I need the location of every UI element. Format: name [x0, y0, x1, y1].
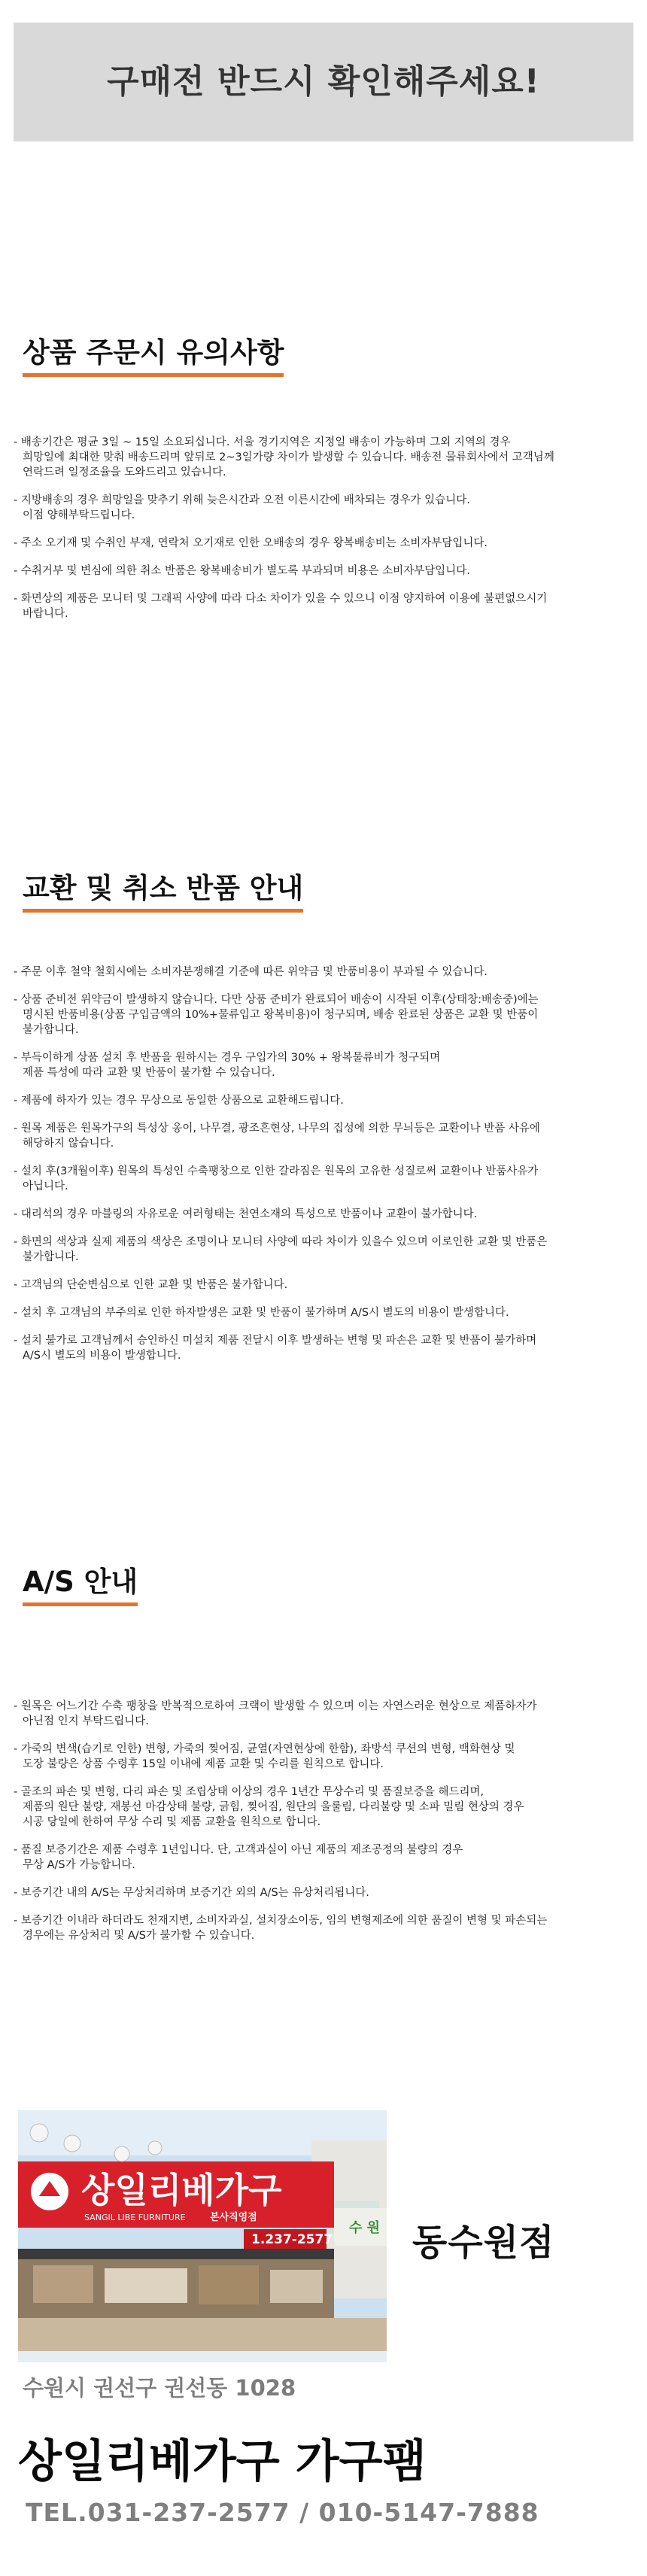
exchange-notice-list [14, 964, 630, 1376]
brand-name: 상일리베가구 가구팸 [18, 2435, 427, 2488]
order-notice-list [14, 435, 630, 634]
list-item: - 수취거부 및 변심에 의한 취소 반품은 왕복배송비가 별도록 부과되며 비용은 소비자부담입니다. [14, 565, 470, 577]
list-item: - 원목은 어느기간 수축 팽창을 반복적으로하여 크랙이 발생할 수 있으며 이는 자연스러운 현상으로 제품하자가 아닌점 인지 부탁드립니다. [14, 1700, 537, 1727]
list-item: - 화면상의 제품은 모니터 및 그래픽 사양에 따라 다소 차이가 있을 수 있으니 이점 양지하여 이용에 불편없으시기 바랍니다. [14, 593, 548, 620]
list-item: - 설치 불가로 고객님께서 승인하신 미설치 제품 전달시 이후 발생하는 변형 및 파손은 교환 및 반품이 불가하며 A/S시 별도의 비용이 발생합니다. [14, 1335, 537, 1362]
sign-branch: 본사직영점 [210, 2212, 257, 2223]
section-title-order: 상품 주문시 유의사항 [23, 330, 284, 377]
list-item: - 품질 보증기간은 제품 수령후 1년입니다. 단, 고객과실이 아닌 제품의 제조공정의 불량의 경우 무상 A/S가 가능합니다. [14, 1844, 463, 1871]
list-item: - 배송기간은 평균 3일 ~ 15일 소요되십니다. 서울 경기지역은 지정일 배송이 가능하며 그외 지역의 경우 희망일에 최대한 맞춰 배송드리며 앞뒤로 2~3일가량 차이가 발생할 수 있습니다. 배송전 물류회사에서 고객님께 연락드려 일정조율을 도와드리고 있습니다. [14, 436, 554, 478]
store-branch-name: 동수원점 [412, 2222, 555, 2264]
side-sign: 수 원 [349, 2220, 381, 2236]
list-item: - 상품 준비전 위약금이 발생하지 않습니다. 다만 상품 준비가 완료되어 배송이 시작된 이후(상태창:배송중)에는 명시된 반품비용(상품 구입금액의 10%+물류입고 왕복비용)이 청구되며, 배송 완료된 상품은 교환 및 반품이 불가합니다. [14, 994, 539, 1036]
list-item: - 보증기간 이내라 하더라도 천재지변, 소비자과실, 설치장소이동, 임의 변형제조에 의한 품질이 변형 및 파손되는 경우에는 유상처리 및 A/S가 불가할 수 있습니다. [14, 1915, 548, 1942]
list-item: - 골조의 파손 및 변형, 다리 파손 및 조립상태 이상의 경우 1년간 무상수리 및 품질보증을 해드리며, 제품의 원단 불량, 재봉선 마감상태 불량, 긁힘, 찢어짐, 원단의 울룰림, 다리불량 및 소파 밀림 현상의 경우 시공 당일에 한하여 무상 수리 및 제품 교환을 원칙으로 합니다. [14, 1786, 524, 1828]
list-item: - 대리석의 경우 마블링의 자유로운 여러형태는 천연소재의 특성으로 반품이나 교환이 불가합니다. [14, 1208, 478, 1220]
banner-title: 구매전 반드시 확인해주세요! [107, 62, 540, 101]
store-address: 수원시 권선구 권선동 1028 [23, 2375, 296, 2401]
as-notice-list [14, 1699, 630, 1956]
store-photo [18, 2110, 387, 2362]
section-title-exchange: 교환 및 취소 반품 안내 [23, 865, 303, 913]
list-item: - 화면의 색상과 실제 제품의 색상은 조명이나 모니터 사양에 따라 차이가 있을수 있으며 이로인한 교환 및 반품은 불가합니다. [14, 1236, 548, 1263]
list-item: - 주문 이후 철약 철회시에는 소비자분쟁해결 기준에 따른 위약금 및 반품비용이 부과될 수 있습니다. [14, 966, 488, 978]
list-item: - 보증기간 내의 A/S는 무상처리하며 보증기간 외의 A/S는 유상처리됩니다. [14, 1887, 369, 1899]
list-item: - 주소 오기재 및 수취인 부재, 연락처 오기재로 인한 오배송의 경우 왕복배송비는 소비자부담입니다. [14, 537, 488, 549]
list-item: - 부득이하게 상품 설치 후 반품을 원하시는 경우 구입가의 30% + 왕복물류비가 청구되며 제품 특성에 따라 교환 및 반품이 불가할 수 있습니다. [14, 1052, 441, 1079]
store-phone: TEL.031-237-2577 / 010-5147-7888 [26, 2498, 539, 2527]
notice-banner [14, 23, 633, 141]
sign-english: SANGIL LIBE FURNITURE [84, 2213, 186, 2222]
list-item: - 제품에 하자가 있는 경우 무상으로 동일한 상품으로 교환해드립니다. [14, 1095, 344, 1107]
list-item: - 지방배송의 경우 희망일을 맞추기 위해 늦은시간과 오전 이른시간에 배차되는 경우가 있습니다. 이점 양해부탁드립니다. [14, 494, 470, 521]
section-title-as: A/S 안내 [23, 1559, 138, 1606]
list-item: - 설치 후 고객님의 부주의로 인한 하자발생은 교환 및 반품이 불가하며 A/S시 별도의 비용이 발생합니다. [14, 1307, 509, 1319]
list-item: - 가죽의 변색(습기로 인한) 변형, 가죽의 찢어짐, 균열(자연현상에 한함), 좌방석 쿠션의 변형, 백화현상 및 도장 불량은 상품 수령후 15일 이내에 제품 교환 및 수리를 원칙으로 합니다. [14, 1743, 515, 1770]
sign-phone: 1.237-2577 [251, 2232, 333, 2247]
list-item: - 설치 후(3개월이후) 원목의 특성인 수축팽창으로 인한 갈라짐은 원목의 고유한 성질로써 교환이나 반품사유가 아닙니다. [14, 1165, 539, 1192]
sign-text: 상일리베가구 [81, 2170, 282, 2210]
list-item: - 고객님의 단순변심으로 인한 교환 및 반품은 불가합니다. [14, 1279, 288, 1291]
list-item: - 원목 제품은 원목가구의 특성상 옹이, 나무결, 광조흔현상, 나무의 집성에 의한 무늬등은 교환이나 반품 사유에 해당하지 않습니다. [14, 1122, 540, 1150]
